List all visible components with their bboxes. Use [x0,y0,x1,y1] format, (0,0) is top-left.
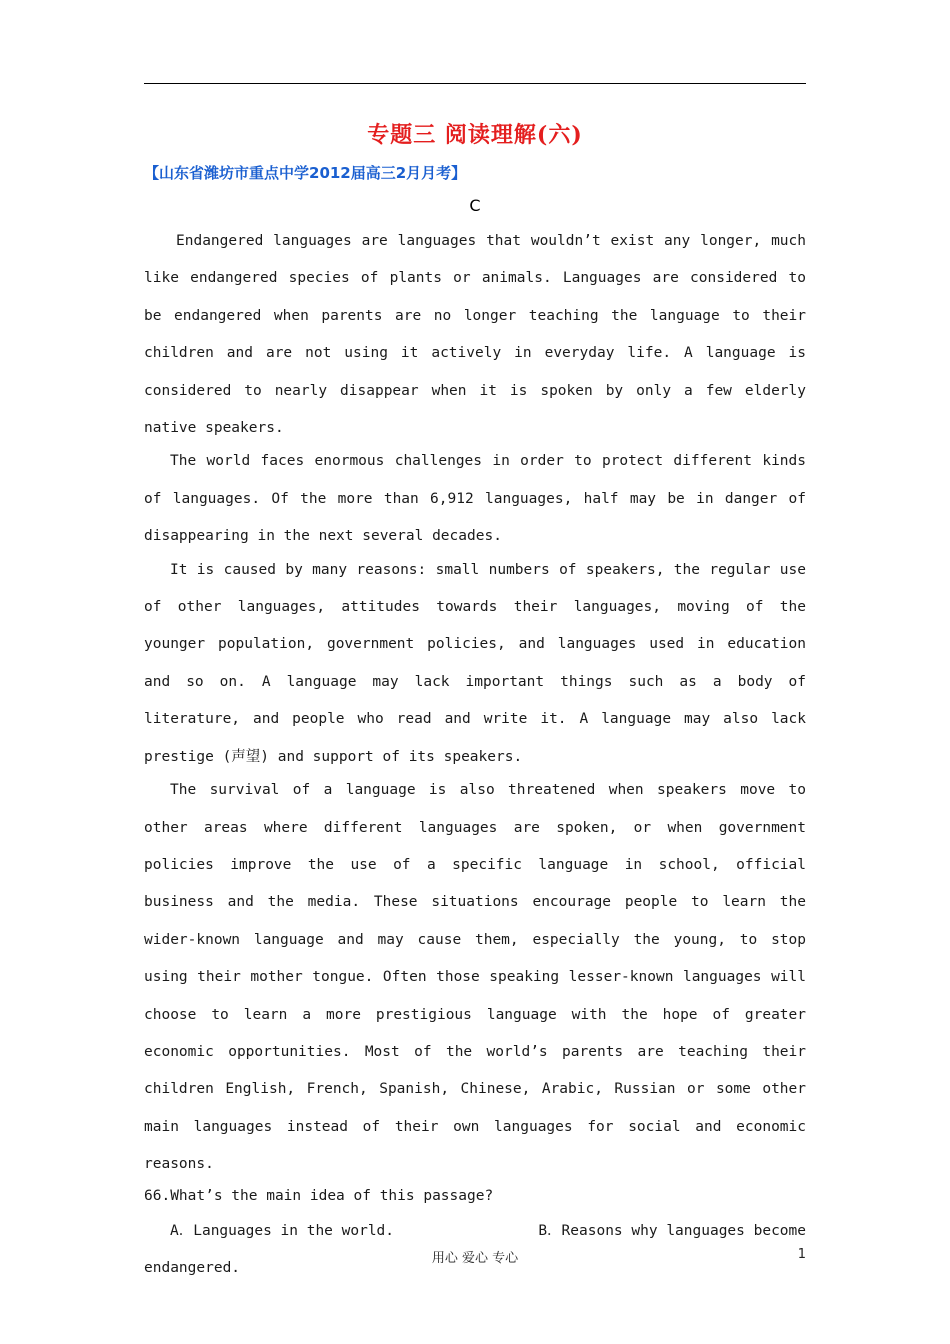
passage-body [144,223,806,1287]
passage-paragraph: Endangered languages are languages that wouldn’t exist any longer, much like endangered species of plants or animals. Languages are considered to be endangered when parents are no longer teaching the language to their children and are not using it actively in everyday life. A language is considered to nearly disappear when it is spoken by only a few elderly native speakers. [144,233,806,437]
option-a: A．Languages in the world. [170,1222,395,1239]
option-b: B．Reasons why languages become [538,1222,806,1239]
passage-paragraph: The survival of a language is also threatened when speakers move to other areas where different languages are spoken, or when government policies improve the use of a specific language in school, official business and the media. These situations encourage people to learn the wider-known language and may cause them, especially the young, to stop using their mother tongue. Often those speaking lesser-known languages will choose to learn a more prestigious language with the hope of greater economic opportunities. Most of the world’s parents are teaching their children English, French, Spanish, Chinese, Arabic, Russian or some other main languages instead of their own languages for social and economic reasons. [144,782,806,1173]
passage-paragraph: It is caused by many reasons: small numbers of speakers, the regular use of other languages, attitudes towards their languages, moving of the younger population, government policies, and languages used in education and so on. A language may lack important things such as a body of literature, and people who read and write it. A language may also lack prestige (声望) and support of its speakers. [144,561,806,765]
document-title: 专题三 阅读理解(六) [367,122,583,148]
question-stem: 66.What’s the main idea of this passage? [144,1187,494,1204]
section-letter: C [469,196,481,215]
footer-text: 用心 爱心 专心 [431,1251,519,1266]
option-b-continuation: endangered. [144,1259,241,1276]
header-rule [144,83,806,84]
exam-source-label: 【山东省潍坊市重点中学2012届高三2月月考】 [144,164,467,182]
page-number: 1 [797,1247,806,1262]
passage-paragraph: The world faces enormous challenges in order to protect different kinds of languages. Of the more than 6,912 languages, half may be in danger of disappearing in the next several decades. [144,453,806,545]
